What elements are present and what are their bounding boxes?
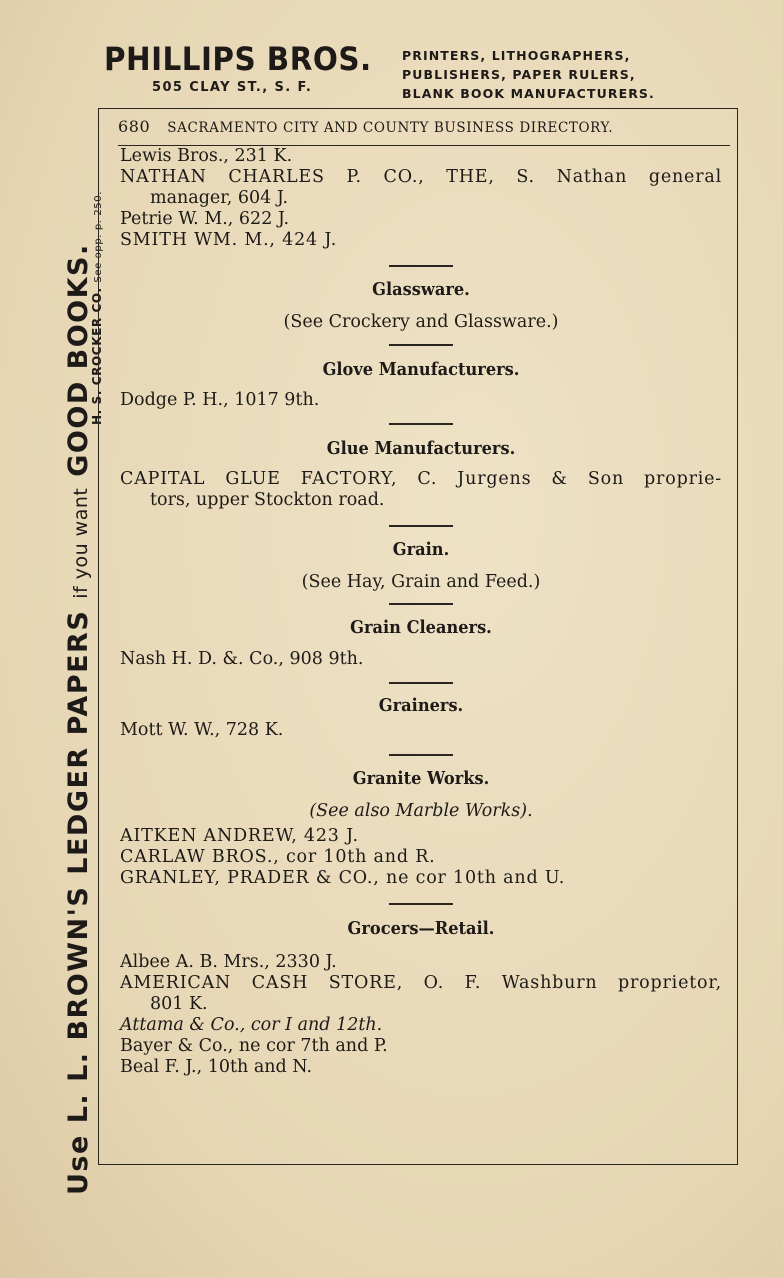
list-item: Nash H. D. &. Co., 908 9th.: [120, 649, 364, 669]
see-reference: (See Crockery and Glassware.): [283, 312, 559, 332]
list-item: Petrie W. M., 622 J.: [120, 209, 290, 229]
list-item: Lewis Bros., 231 K.: [120, 146, 293, 166]
list-item: CAPITAL GLUE FACTORY, C. Jurgens & Son proprie-: [120, 469, 722, 489]
side-ad-middle: if you want: [70, 487, 92, 599]
section-heading: Glassware.: [372, 279, 470, 300]
running-head-title: SACRAMENTO CITY AND COUNTY BUSINESS DIRECTORY.: [167, 120, 614, 136]
see-reference: (See Hay, Grain and Feed.): [301, 572, 541, 592]
section-heading: Grain.: [392, 539, 450, 560]
section-rule: [389, 525, 453, 527]
list-item-continuation: 801 K.: [150, 994, 208, 1014]
company-address: 505 CLAY ST., S. F.: [152, 80, 313, 95]
list-item: GRANLEY, PRADER & CO., ne cor 10th and U.: [120, 868, 566, 888]
section-heading: Grocers—Retail.: [347, 918, 495, 939]
page-number: 680: [118, 117, 151, 136]
section-heading: Granite Works.: [352, 768, 490, 789]
section-rule: [389, 682, 453, 684]
list-item-continuation: tors, upper Stockton road.: [150, 490, 385, 510]
list-item: Bayer & Co., ne cor 7th and P.: [120, 1036, 388, 1056]
list-item: Mott W. W., 728 K.: [120, 720, 284, 740]
directory-content: [120, 146, 722, 1078]
list-item: Beal F. J., 10th and N.: [120, 1057, 313, 1077]
dealer-note: See opp. p. 250.: [93, 191, 104, 283]
section-rule: [389, 423, 453, 425]
list-item: AITKEN ANDREW, 423 J.: [120, 826, 359, 846]
list-item: Attama & Co., cor I and 12th.: [120, 1015, 383, 1035]
list-item: SMITH WM. M., 424 J.: [120, 230, 338, 250]
header-services: [402, 46, 712, 103]
side-ad-tail: GOOD BOOKS.: [63, 243, 94, 477]
dealer-name: H. S. CROCKER CO.: [90, 287, 104, 425]
section-rule: [389, 344, 453, 346]
side-ad-prefix: Use: [63, 1134, 94, 1195]
section-rule: [389, 903, 453, 905]
running-head: [118, 117, 728, 136]
section-heading: Glue Manufacturers.: [326, 438, 516, 459]
section-heading: Grain Cleaners.: [350, 617, 492, 638]
company-name: PHILLIPS BROS.: [104, 40, 372, 78]
section-rule: [389, 603, 453, 605]
list-item: Albee A. B. Mrs., 2330 J.: [120, 952, 337, 972]
section-rule: [389, 754, 453, 756]
service-line: PUBLISHERS, PAPER RULERS,: [402, 67, 636, 82]
section-rule: [389, 265, 453, 267]
list-item-continuation: manager, 604 J.: [150, 188, 289, 208]
list-item: Dodge P. H., 1017 9th.: [120, 390, 320, 410]
side-ad-brand: L. L. BROWN'S LEDGER PAPERS: [63, 609, 94, 1124]
header-company-block: [104, 40, 386, 95]
section-heading: Glove Manufacturers.: [322, 359, 520, 380]
list-item: AMERICAN CASH STORE, O. F. Washburn proprietor,: [120, 973, 722, 993]
section-heading: Grainers.: [378, 695, 464, 716]
service-line: PRINTERS, LITHOGRAPHERS,: [402, 48, 631, 63]
list-item: NATHAN CHARLES P. CO., THE, S. Nathan general: [120, 167, 722, 187]
list-item: CARLAW BROS., cor 10th and R.: [120, 847, 436, 867]
see-reference: (See also Marble Works).: [309, 801, 533, 821]
service-line: BLANK BOOK MANUFACTURERS.: [402, 86, 655, 101]
